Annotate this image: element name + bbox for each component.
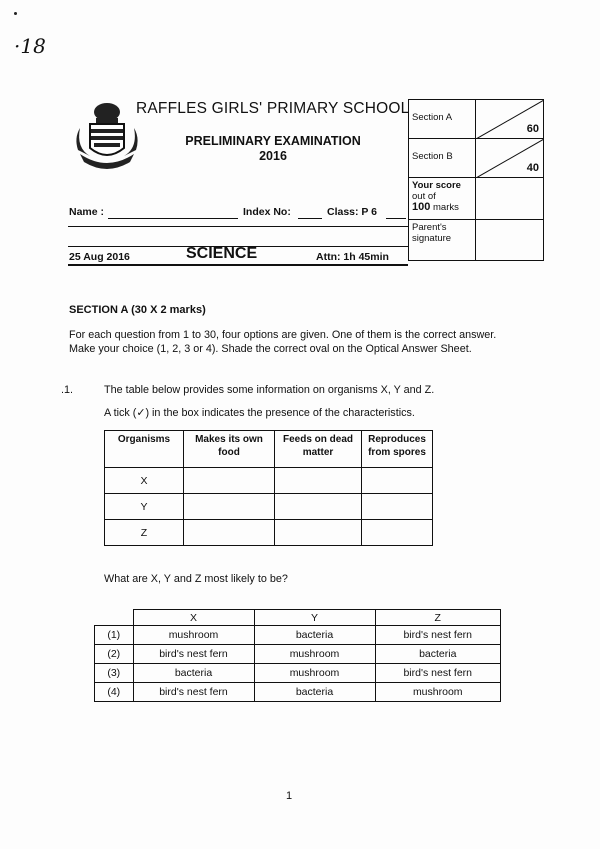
class-label: Class: P 6: [327, 206, 378, 218]
parent-signature-cell: [476, 220, 544, 261]
option-header: X: [133, 610, 254, 626]
question-number: .1.: [61, 384, 74, 396]
exam-year: 2016: [259, 149, 287, 163]
parents-text: Parent's: [412, 222, 447, 233]
section-b-marks: 40: [526, 162, 539, 174]
option-number: (2): [95, 645, 134, 664]
header-bottom-rule: [68, 264, 408, 266]
option-y: bacteria: [254, 626, 375, 645]
table-row: [105, 520, 433, 546]
option-x: bird's nest fern: [133, 645, 254, 664]
section-a-marks: 60: [526, 123, 539, 135]
question-prompt: What are X, Y and Z most likely to be?: [104, 573, 288, 585]
tick-cell: [184, 468, 275, 494]
table-header: Feeds on dead matter: [275, 431, 362, 468]
section-a-heading: SECTION A (30 X 2 marks): [69, 304, 206, 316]
tick-cell: [362, 494, 433, 520]
total-score-label: [409, 178, 476, 220]
table-header: Reproduces from spores: [362, 431, 433, 468]
table-row: [105, 468, 433, 494]
total-score-cell: [476, 178, 544, 220]
score-box: [408, 99, 544, 261]
section-a-label: Section A: [409, 100, 476, 139]
total-marks-value: 100: [412, 201, 431, 213]
section-b-score-cell: [476, 139, 544, 178]
organism-label: X: [105, 468, 184, 494]
option-y: bacteria: [254, 683, 375, 702]
total-marks-text: [412, 202, 472, 213]
tick-cell: [184, 520, 275, 546]
instruction-line-2: Make your choice (1, 2, 3 or 4). Shade the correct oval on the Optical Answer Sheet.: [69, 343, 472, 355]
index-label: Index No:: [243, 206, 291, 218]
parent-signature-label: [409, 220, 476, 261]
stray-dot: [14, 12, 17, 15]
index-line: [298, 218, 322, 219]
out-of-text: out of: [412, 191, 436, 202]
handwritten-mark: ·18: [14, 34, 46, 58]
school-name: RAFFLES GIRLS' PRIMARY SCHOOL: [136, 100, 410, 117]
signature-text: signature: [412, 233, 452, 244]
page-number: 1: [286, 790, 293, 802]
exam-duration: Attn: 1h 45min: [316, 251, 389, 263]
answer-options-table: [94, 609, 501, 702]
tick-cell: [275, 494, 362, 520]
exam-date: 25 Aug 2016: [69, 251, 130, 263]
marks-word: marks: [433, 202, 459, 213]
characteristics-table: [104, 430, 433, 546]
table-header: Organisms: [105, 431, 184, 468]
section-b-label: Section B: [409, 139, 476, 178]
tick-cell: [275, 468, 362, 494]
option-header: Z: [375, 610, 501, 626]
option-x: bird's nest fern: [133, 683, 254, 702]
school-crest-logo: [70, 98, 144, 172]
tick-cell: [362, 468, 433, 494]
table-header: Makes its own food: [184, 431, 275, 468]
exam-title: PRELIMINARY EXAMINATION: [185, 134, 361, 148]
option-z: bird's nest fern: [375, 664, 501, 683]
option-y: mushroom: [254, 664, 375, 683]
option-y: mushroom: [254, 645, 375, 664]
option-row: [95, 683, 501, 702]
tick-note: A tick (✓) in the box indicates the presence of the characteristics.: [104, 407, 415, 419]
tick-cell: [184, 494, 275, 520]
option-row: [95, 645, 501, 664]
blank-corner: [95, 610, 134, 626]
organism-label: Z: [105, 520, 184, 546]
header-top-rule: [68, 226, 408, 227]
option-z: bird's nest fern: [375, 626, 501, 645]
option-header: Y: [254, 610, 375, 626]
option-x: bacteria: [133, 664, 254, 683]
option-number: (1): [95, 626, 134, 645]
your-score-text: Your score: [412, 180, 461, 191]
class-line: [386, 218, 406, 219]
organism-label: Y: [105, 494, 184, 520]
option-x: mushroom: [133, 626, 254, 645]
option-row: [95, 664, 501, 683]
option-number: (3): [95, 664, 134, 683]
section-a-score-cell: [476, 100, 544, 139]
tick-cell: [275, 520, 362, 546]
option-z: bacteria: [375, 645, 501, 664]
table-row: [105, 494, 433, 520]
name-label: Name :: [69, 206, 105, 218]
subject-title: SCIENCE: [186, 245, 258, 262]
option-row: [95, 626, 501, 645]
option-z: mushroom: [375, 683, 501, 702]
instruction-line-1: For each question from 1 to 30, four options are given. One of them is the correct answer.: [69, 329, 497, 341]
name-line: [108, 218, 238, 219]
question-stem: The table below provides some information on organisms X, Y and Z.: [104, 384, 435, 396]
tick-cell: [362, 520, 433, 546]
option-number: (4): [95, 683, 134, 702]
